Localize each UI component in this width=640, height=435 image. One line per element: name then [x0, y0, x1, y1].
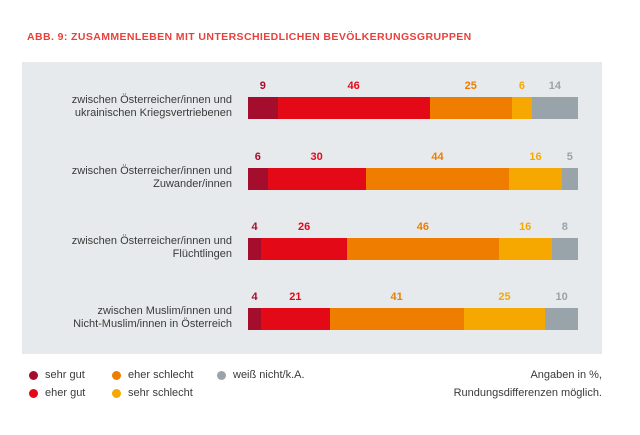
chart-row	[22, 220, 602, 264]
value-label: 6	[518, 80, 525, 92]
bar-segment	[562, 168, 578, 190]
legend-column	[29, 366, 112, 402]
legend-label: eher schlecht	[128, 369, 194, 381]
bar-segment	[248, 308, 261, 330]
value-label: 46	[416, 221, 430, 233]
legend-dot-sehr-schlecht-icon	[112, 389, 121, 398]
bar-segment	[278, 97, 430, 119]
chart-panel	[22, 62, 602, 354]
bar-segment	[330, 308, 464, 330]
category-label: zwischen Muslim/innen und Nicht-Muslim/innen in Österreich	[73, 305, 232, 330]
bar-segment	[248, 168, 268, 190]
bar-segment	[430, 97, 513, 119]
value-labels	[248, 79, 578, 93]
legend-dot-eher-gut-icon	[29, 389, 38, 398]
legend-item-sehr-schlecht	[112, 384, 217, 402]
stacked-bar	[248, 168, 578, 190]
value-label: 21	[289, 291, 302, 303]
stacked-bar	[248, 238, 578, 260]
stacked-bar	[248, 308, 578, 330]
bar-segment	[261, 238, 347, 260]
value-labels	[248, 220, 578, 234]
category-label: zwischen Österreicher/innen und ukrainischen Kriegsvertriebenen	[71, 94, 232, 119]
legend-label: weiß nicht/k.A.	[233, 369, 305, 381]
legend-item-eher-schlecht	[112, 366, 217, 384]
value-label: 5	[566, 151, 573, 163]
bar-segment	[248, 238, 261, 260]
footnote-line: Angaben in %,	[530, 369, 602, 381]
legend-column	[217, 366, 305, 402]
chart-row	[22, 290, 602, 334]
value-label: 4	[251, 221, 258, 233]
bar-segment	[261, 308, 330, 330]
legend-label: sehr schlecht	[128, 387, 193, 399]
value-label: 41	[390, 291, 403, 303]
value-label: 16	[529, 151, 542, 163]
value-labels	[248, 150, 578, 164]
value-label: 25	[498, 291, 511, 303]
legend-label: sehr gut	[45, 369, 85, 381]
value-label: 8	[561, 221, 568, 233]
value-label: 25	[464, 80, 477, 92]
value-label: 14	[548, 80, 562, 92]
legend-item-eher-gut	[29, 384, 112, 402]
value-label: 46	[347, 80, 360, 92]
bar-segment	[552, 238, 578, 260]
bar-segment	[509, 168, 561, 190]
legend-item-weiss-nicht	[217, 366, 305, 384]
bar-segment	[499, 238, 552, 260]
value-label: 30	[310, 151, 323, 163]
figure-title: ABB. 9: ZUSAMMENLEBEN MIT UNTERSCHIEDLICHEN BEVÖLKERUNGSGRUPPEN	[27, 31, 472, 43]
value-label: 16	[519, 221, 532, 233]
value-label: 6	[254, 151, 261, 163]
value-label: 26	[297, 221, 311, 233]
bar-segment	[268, 168, 366, 190]
category-label: zwischen Österreicher/innen und Zuwander/innen	[71, 165, 232, 190]
chart-row	[22, 150, 602, 194]
legend-column	[112, 366, 217, 402]
legend-dot-sehr-gut-icon	[29, 371, 38, 380]
legend-dot-weiss-nicht-icon	[217, 371, 226, 380]
category-label: zwischen Österreicher/innen und Flüchtlingen	[71, 235, 232, 260]
bar-segment	[464, 308, 546, 330]
legend-label: eher gut	[45, 387, 86, 399]
stacked-bar	[248, 97, 578, 119]
bar-segment	[347, 238, 499, 260]
value-label: 4	[251, 291, 258, 303]
chart-row	[22, 79, 602, 123]
bar-segment	[545, 308, 578, 330]
footnote-line: Rundungsdifferenzen möglich.	[453, 387, 602, 399]
footnote	[454, 366, 602, 402]
bar-segment	[366, 168, 510, 190]
legend	[29, 366, 305, 402]
legend-item-sehr-gut	[29, 366, 112, 384]
legend-dot-eher-schlecht-icon	[112, 371, 121, 380]
value-label: 9	[259, 80, 266, 92]
bar-segment	[512, 97, 532, 119]
value-label: 44	[431, 151, 444, 163]
bar-segment	[248, 97, 278, 119]
value-labels	[248, 290, 578, 304]
value-label: 10	[555, 291, 568, 303]
bar-segment	[532, 97, 578, 119]
